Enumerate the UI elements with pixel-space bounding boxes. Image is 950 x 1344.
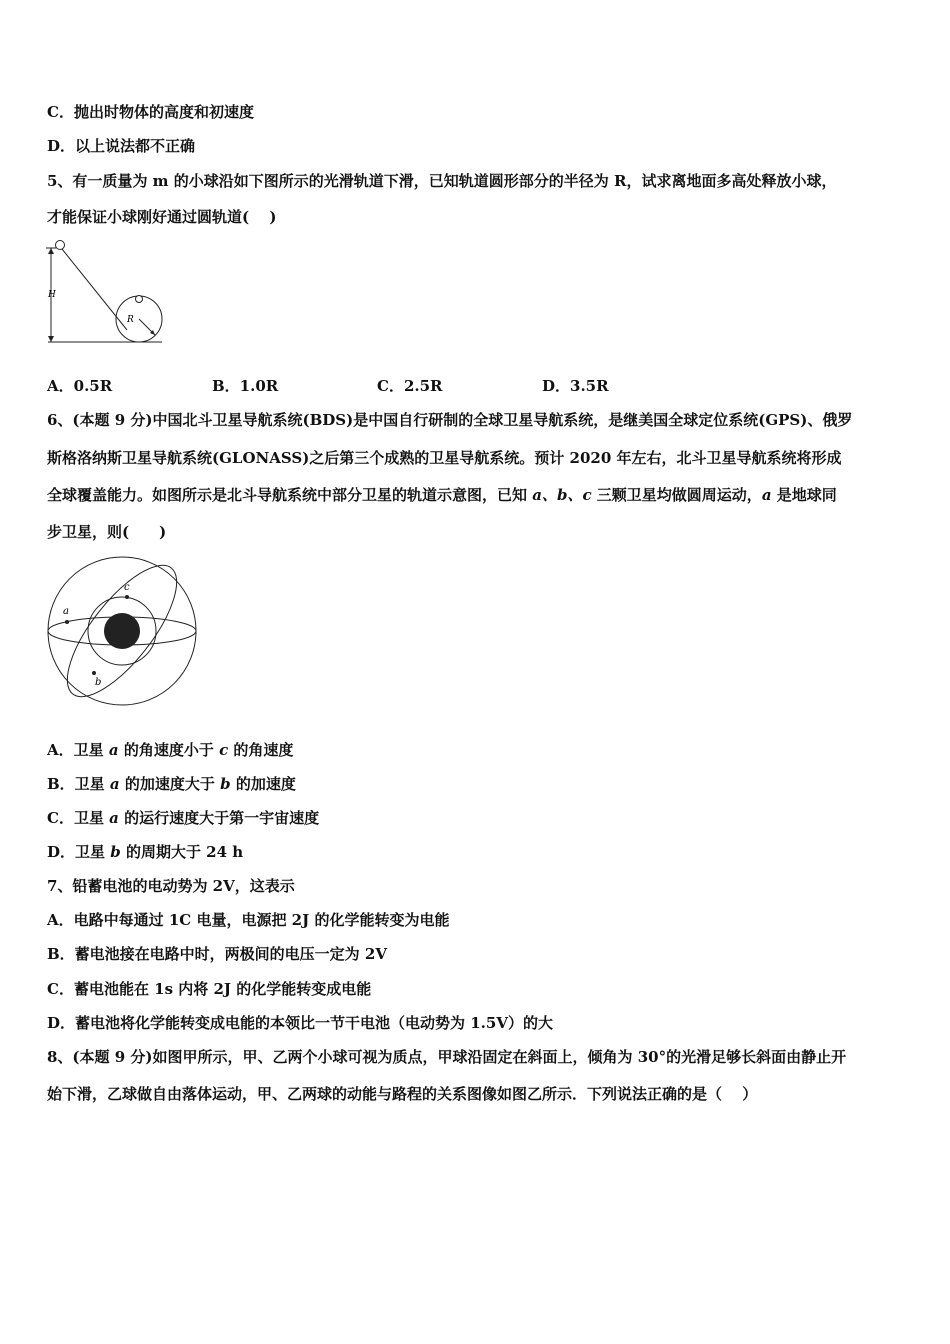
q6-option-d: D．卫星 b 的周期大于 24 h <box>47 843 244 861</box>
q6-option-b: B．卫星 a 的加速度大于 b 的加速度 <box>47 775 296 793</box>
q4-option-d: D．以上说法都不正确 <box>47 137 196 155</box>
q8-stem-line1: 8、(本题 9 分)如图甲所示，甲、乙两个小球可视为质点，甲球沿固定在斜面上，倾角为 30°的光滑足够长斜面由静止开 <box>47 1048 847 1066</box>
q5-option-a: A．0.5R <box>47 377 113 395</box>
q6-stem-line1: 6、(本题 9 分)中国北斗卫星导航系统(BDS)是中国自行研制的全球卫星导航系统，是继美国全球定位系统(GPS)、俄罗 <box>47 411 853 429</box>
q7-stem: 7、铅蓄电池的电动势为 2V，这表示 <box>47 877 295 895</box>
q5-stem-line1: 5、有一质量为 m 的小球沿如下图所示的光滑轨道下滑，已知轨道圆形部分的半径为 R，试求离地面多高处释放小球， <box>47 172 837 190</box>
q5-option-b: B．1.0R <box>212 377 279 395</box>
q7-option-b: B．蓄电池接在电路中时，两极间的电压一定为 2V <box>47 945 387 963</box>
q6-option-a: A．卫星 a 的角速度小于 c 的角速度 <box>47 741 294 759</box>
q6-option-c: C．卫星 a 的运行速度大于第一宇宙速度 <box>47 809 320 827</box>
q5-stem-line2: 才能保证小球刚好通过圆轨道( ) <box>47 208 277 226</box>
q5-option-c: C．2.5R <box>377 377 443 395</box>
q4-option-c: C．抛出时物体的高度和初速度 <box>47 103 254 121</box>
label-h: H <box>48 290 56 300</box>
q6-stem-line3: 全球覆盖能力。如图所示是北斗导航系统中部分卫星的轨道示意图，已知 a、b、c 三颗卫星均做圆周运动，a 是地球同 <box>47 486 837 504</box>
q8-stem-line2: 始下滑，乙球做自由落体运动，甲、乙两球的动能与路程的关系图像如图乙所示．下列说法正确的是（ ） <box>47 1085 758 1103</box>
label-b: b <box>95 677 102 688</box>
q6-stem-line4: 步卫星，则( ) <box>47 523 167 541</box>
label-a: a <box>63 606 69 617</box>
q7-option-a: A．电路中每通过 1C 电量，电源把 2J 的化学能转变为电能 <box>47 911 450 929</box>
q6-orbit-figure <box>46 554 202 710</box>
q5-track-figure <box>44 238 166 348</box>
q5-option-d: D．3.5R <box>542 377 609 395</box>
label-c: c <box>124 582 130 593</box>
label-r: R <box>127 315 134 325</box>
q7-option-c: C．蓄电池能在 1s 内将 2J 的化学能转变成电能 <box>47 980 372 998</box>
q7-option-d: D．蓄电池将化学能转变成电能的本领比一节干电池（电动势为 1.5V）的大 <box>47 1014 553 1032</box>
q6-stem-line2: 斯格洛纳斯卫星导航系统(GLONASS)之后第三个成熟的卫星导航系统。预计 2020 年左右，北斗卫星导航系统将形成 <box>47 449 842 467</box>
